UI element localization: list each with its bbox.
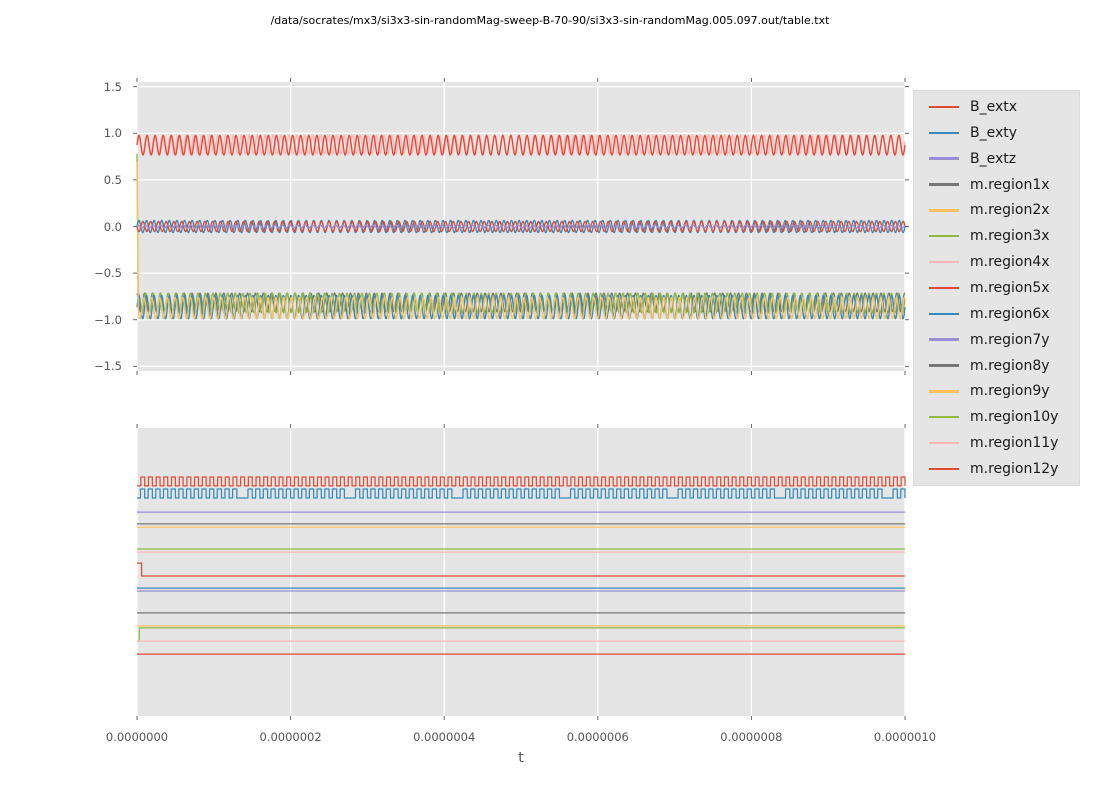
legend-item-m.region12y — [914, 456, 1079, 482]
legend-swatch — [929, 106, 959, 109]
series-b1-square — [137, 477, 905, 486]
legend-label: B_extx — [970, 98, 1018, 115]
legend-swatch — [929, 157, 959, 160]
legend-item-m.region11y — [914, 430, 1079, 456]
legend-label: m.region8y — [970, 357, 1050, 374]
x-tick-label: 0.0000010 — [873, 730, 937, 744]
x-tick-label: 0.0000008 — [720, 730, 783, 744]
y-tick-label: −1.5 — [94, 359, 122, 374]
x-tick-label: 0.0000006 — [566, 730, 629, 744]
legend-item-m.region8y — [914, 353, 1079, 379]
legend-swatch — [929, 132, 959, 135]
legend-item-B_extz — [914, 146, 1079, 172]
y-tick-label: −1.0 — [94, 312, 122, 327]
legend-swatch — [929, 390, 959, 393]
legend-swatch — [929, 261, 959, 264]
legend-swatch — [929, 468, 959, 471]
legend-label: m.region4x — [970, 254, 1050, 271]
legend-swatch — [929, 183, 959, 186]
legend — [913, 90, 1080, 486]
y-tick-label: 0.0 — [103, 219, 122, 234]
y-tick-label: −0.5 — [94, 266, 122, 281]
legend-item-B_exty — [914, 120, 1079, 146]
legend-label: B_extz — [970, 150, 1017, 167]
x-tick-label: 0.0000002 — [259, 730, 322, 744]
legend-swatch — [929, 287, 959, 290]
legend-swatch — [929, 416, 959, 419]
legend-swatch — [929, 209, 959, 212]
legend-label: m.region1x — [970, 176, 1050, 193]
legend-item-m.region4x — [914, 249, 1079, 275]
legend-label: m.region9y — [970, 383, 1050, 400]
legend-item-m.region10y — [914, 404, 1079, 430]
x-tick-label: 0.0000000 — [105, 730, 169, 744]
legend-item-B_extx — [914, 94, 1079, 120]
legend-label: m.region12y — [970, 460, 1059, 477]
legend-label: m.region2x — [970, 202, 1050, 219]
axes-background — [137, 428, 905, 716]
legend-item-m.region3x — [914, 223, 1079, 249]
legend-label: m.region5x — [970, 279, 1050, 296]
legend-swatch — [929, 235, 959, 238]
series-b2-square — [137, 489, 905, 498]
legend-swatch — [929, 338, 959, 341]
legend-swatch — [929, 442, 959, 445]
x-tick-label: 0.0000004 — [413, 730, 476, 744]
bottom-chart — [131, 422, 911, 722]
legend-label: m.region10y — [970, 409, 1059, 426]
legend-item-m.region2x — [914, 197, 1079, 223]
y-tick-label: 0.5 — [103, 172, 122, 187]
legend-label: B_exty — [970, 124, 1018, 141]
legend-swatch — [929, 313, 959, 316]
legend-swatch — [929, 364, 959, 367]
legend-item-m.region6x — [914, 301, 1079, 327]
legend-label: m.region6x — [970, 305, 1050, 322]
legend-item-m.region7y — [914, 327, 1079, 353]
plot-title: /data/socrates/mx3/si3x3-sin-randomMag-sweep-B-70-90/si3x3-sin-randomMag.005.097.out/table.txt — [270, 14, 830, 27]
top-chart — [131, 76, 911, 377]
legend-label: m.region3x — [970, 228, 1050, 245]
legend-label: m.region11y — [970, 435, 1059, 452]
y-tick-label: 1.5 — [103, 79, 122, 94]
y-tick-label: 1.0 — [103, 126, 122, 141]
legend-item-m.region9y — [914, 378, 1079, 404]
legend-label: m.region7y — [970, 331, 1050, 348]
x-axis-label: t — [518, 750, 524, 766]
legend-item-m.region5x — [914, 275, 1079, 301]
legend-item-m.region1x — [914, 172, 1079, 198]
